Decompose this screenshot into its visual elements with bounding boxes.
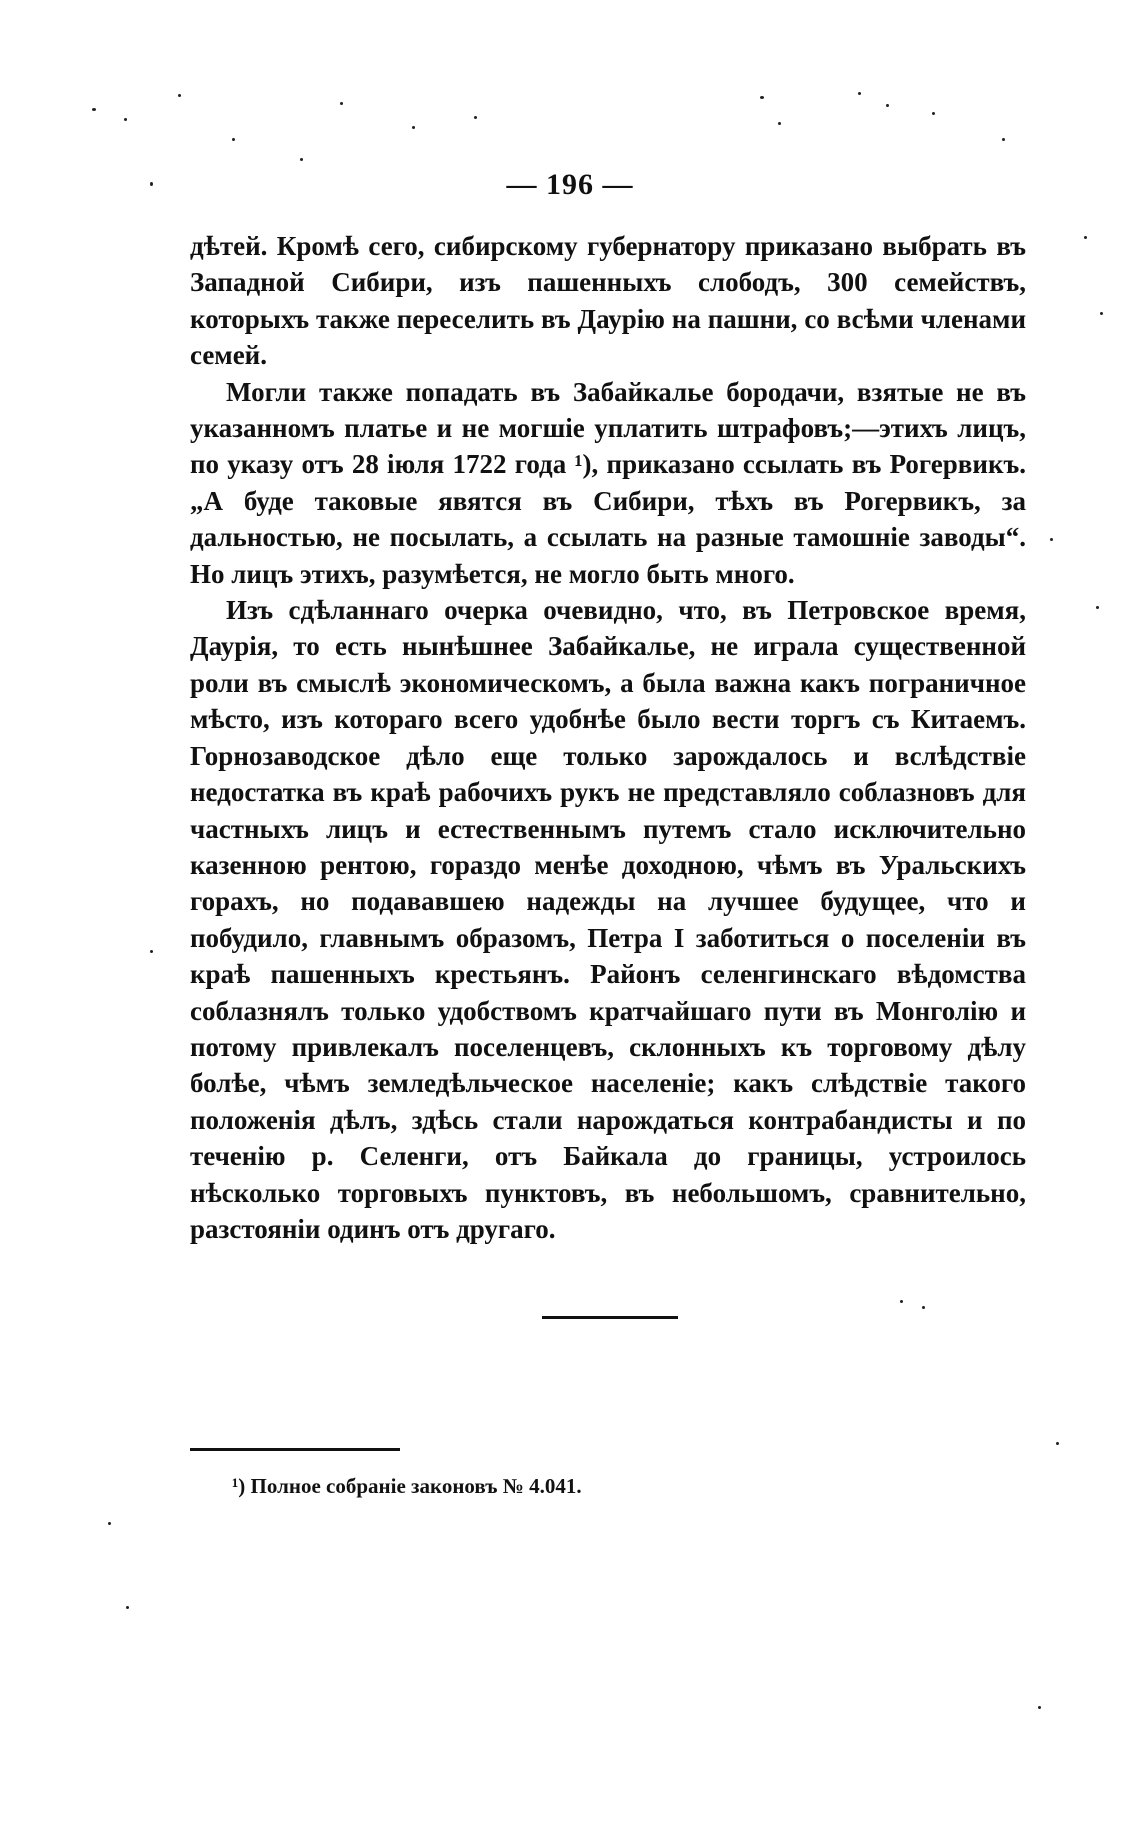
scan-speck xyxy=(900,1300,903,1303)
footnote-marker: ¹) xyxy=(232,1474,246,1498)
scan-speck xyxy=(232,138,235,141)
paragraph: Могли также попадать въ Забайкалье бородачи, взятые не въ указанномъ платье и не могшіе уплатить штрафовъ;—этихъ лицъ, по указу отъ 28 іюля 1722 года ¹), приказано ссылать въ Рогервикъ. „А буде таковые явятся въ Сибири, тѣхъ въ Рогервикъ, за дальностью, не посылать, а ссылать на разные тамошніе заводы“. Но лицъ этихъ, разумѣется, не могло быть много. xyxy=(190,376,1026,589)
scan-speck xyxy=(1050,538,1053,541)
footnote xyxy=(232,1474,582,1499)
scan-speck xyxy=(1100,312,1103,315)
scan-speck xyxy=(92,108,96,111)
scan-speck xyxy=(300,158,303,161)
scan-speck xyxy=(886,104,889,107)
scan-speck xyxy=(1038,1706,1041,1709)
scan-speck xyxy=(922,1306,925,1309)
scan-speck xyxy=(858,92,861,95)
paragraph: дѣтей. Кромѣ сего, сибирскому губернатору приказано выбрать въ Западной Сибири, изъ пашенныхъ слободъ, 300 семействъ, которыхъ также переселить въ Даурію на пашни, со всѣми членами семей. xyxy=(190,231,1026,371)
scan-speck xyxy=(124,118,127,121)
paragraph: Изъ сдѣланнаго очерка очевидно, что, въ Петровское время, Даурія, то есть нынѣшнее Забайкалье, не играла существенной роли въ смыслѣ экономическомъ, а была важна какъ пограничное мѣсто, изъ котораго всего удобнѣе было вести торгъ съ Китаемъ. Горнозаводское дѣло еще только зарождалось и вслѣдствіе недостатка въ краѣ рабочихъ рукъ не представляло соблазновъ для частныхъ лицъ и естественнымъ путемъ стало исключительно казенною рентою, гораздо менѣе доходною, чѣмъ въ Уральскихъ горахъ, но подававшею надежды на лучшее будущее, что и побудило, главнымъ образомъ, Петра I заботиться о поселеніи въ краѣ пашенныхъ крестьянъ. Районъ селенгинскаго вѣдомства соблазнялъ только удобствомъ кратчайшаго пути въ Монголію и потому привлекалъ поселенцевъ, склонныхъ къ торговому дѣлу болѣе, чѣмъ земледѣльческое населеніе; какъ слѣдствіе такого положенія дѣлъ, здѣсь стали нарождаться контрабандисты и по теченію р. Селенги, отъ Байкала до границы, устроилось нѣсколько торговыхъ пунктовъ, въ небольшомъ, сравнительно, разстояніи одинъ отъ другаго. xyxy=(190,595,1026,1244)
scan-speck xyxy=(108,1522,111,1525)
scan-speck xyxy=(150,950,153,953)
scan-speck xyxy=(760,96,764,99)
scan-speck xyxy=(778,122,781,125)
footnote-text: Полное собраніе законовъ № 4.041. xyxy=(250,1474,582,1498)
scan-speck xyxy=(1096,606,1099,609)
section-divider xyxy=(542,1316,678,1319)
scan-speck xyxy=(474,116,477,119)
body-text xyxy=(190,228,1026,1247)
scan-speck xyxy=(340,102,343,105)
scan-speck xyxy=(1002,138,1005,141)
scan-speck xyxy=(412,126,415,129)
scan-speck xyxy=(178,94,181,97)
scan-speck xyxy=(1084,236,1087,239)
page-number: — 196 — xyxy=(506,168,634,201)
scan-speck xyxy=(1056,1442,1059,1445)
footnote-separator xyxy=(190,1448,400,1451)
scan-speck xyxy=(932,112,935,115)
scan-speck xyxy=(126,1606,129,1609)
